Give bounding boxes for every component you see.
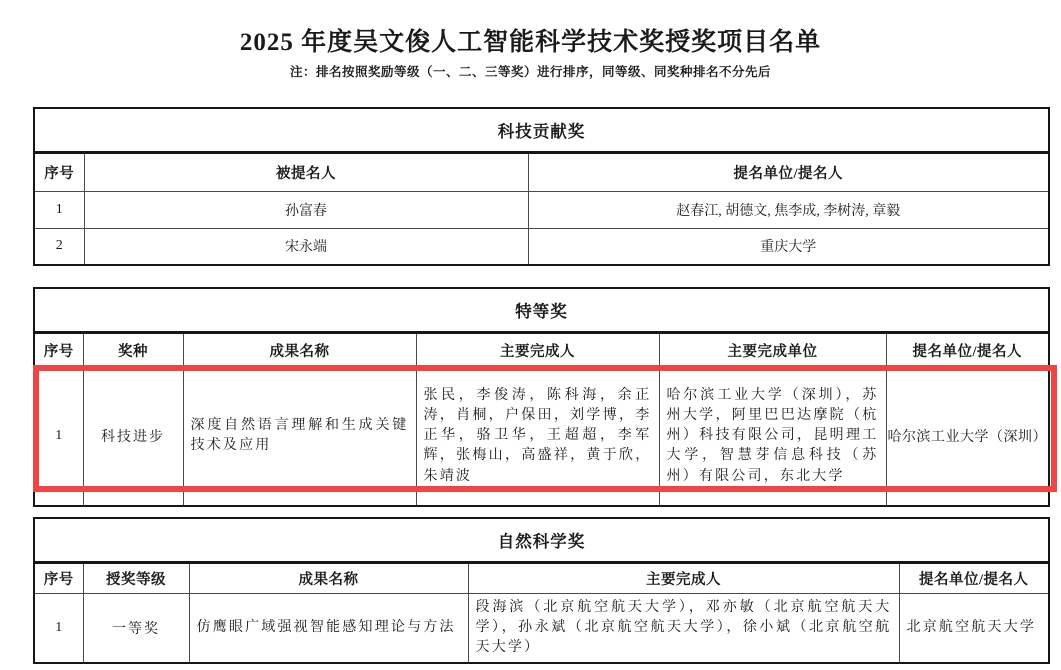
table-title-row	[34, 288, 1049, 332]
cell-achievement: 仿鹰眼广域强视智能感知理论与方法	[189, 593, 468, 663]
table-title: 自然科学奖	[34, 518, 1049, 562]
cell-award-type: 科技进步	[83, 367, 183, 506]
sorting-note: 注：排名按照奖励等级（一、二、三等奖）进行排序，同等级、同奖种排名不分先后	[289, 65, 771, 79]
col-header-achievement: 成果名称	[183, 332, 416, 367]
col-header-main-contributors: 主要完成人	[416, 332, 659, 367]
table-title: 特等奖	[34, 288, 1049, 332]
col-header-index: 序号	[34, 332, 83, 367]
col-header-index: 序号	[34, 152, 84, 191]
cell-nominator: 哈尔滨工业大学（深圳）	[886, 367, 1049, 506]
col-header-nominator: 提名单位/提名人	[899, 562, 1049, 593]
special-award-table	[33, 287, 1050, 507]
col-header-nominator: 提名单位/提名人	[886, 332, 1049, 367]
cell-nominator: 重庆大学	[528, 228, 1049, 265]
col-header-nominee: 被提名人	[84, 152, 528, 191]
col-header-index: 序号	[34, 562, 83, 593]
table-header-row	[34, 152, 1049, 191]
cell-nominator: 北京航空航天大学	[899, 593, 1049, 663]
table-header-row	[34, 562, 1049, 593]
col-header-award-grade: 授奖等级	[83, 562, 189, 593]
table-title-row	[34, 108, 1049, 152]
table-title: 科技贡献奖	[34, 108, 1049, 152]
col-header-main-organizations: 主要完成单位	[659, 332, 886, 367]
table-title-row	[34, 518, 1049, 562]
cell-nominee: 宋永端	[84, 228, 528, 265]
table-row-highlighted	[34, 367, 1049, 506]
cell-nominator: 赵春江, 胡德文, 焦李成, 李树涛, 章毅	[528, 191, 1049, 228]
col-header-nominator: 提名单位/提名人	[528, 152, 1049, 191]
cell-award-grade: 一等奖	[83, 593, 189, 663]
cell-index: 1	[34, 191, 84, 228]
cell-main-contributors: 段海滨（北京航空航天大学），邓亦敏（北京航空航天大学），孙永斌（北京航空航天大学），徐小斌（北京航空航天大学）	[468, 593, 899, 663]
cell-main-contributors: 张民，李俊涛，陈科海，余正涛，肖桐，户保田，刘学博，李正华，骆卫华，王超超，李军辉，张梅山，高盛祥，黄于欣，朱靖波	[416, 367, 659, 506]
cell-achievement: 深度自然语言理解和生成关键技术及应用	[183, 367, 416, 506]
col-header-main-contributors: 主要完成人	[468, 562, 899, 593]
col-header-award-type: 奖种	[83, 332, 183, 367]
table-row	[34, 228, 1049, 265]
col-header-achievement: 成果名称	[189, 562, 468, 593]
natural-science-award-table	[33, 517, 1050, 664]
cell-main-organizations: 哈尔滨工业大学（深圳），苏州大学，阿里巴巴达摩院（杭州）科技有限公司，昆明理工大学，智慧芽信息科技（苏州）有限公司，东北大学	[659, 367, 886, 506]
cell-nominee: 孙富春	[84, 191, 528, 228]
cell-index: 1	[34, 593, 83, 663]
table-row	[34, 191, 1049, 228]
cell-index: 2	[34, 228, 84, 265]
table-row	[34, 593, 1049, 663]
contribution-award-table	[33, 107, 1050, 266]
page-title: 2025 年度吴文俊人工智能科学技术奖授奖项目名单	[239, 29, 822, 56]
cell-index: 1	[34, 367, 83, 506]
table-header-row	[34, 332, 1049, 367]
